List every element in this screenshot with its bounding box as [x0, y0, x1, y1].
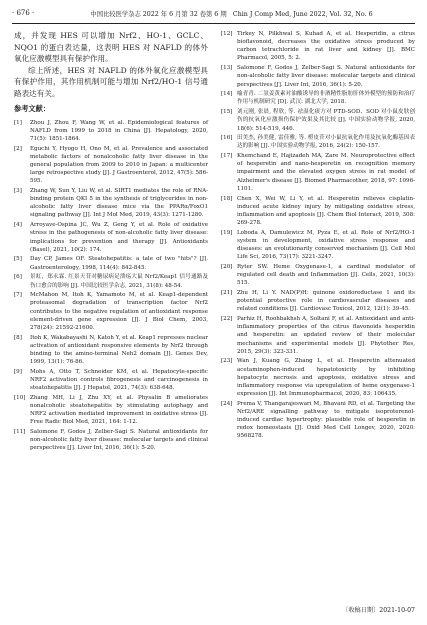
body-paragraph: 综上所述，HES 对 NAFLD 的体外氧化应激模型具有保护作用，其作用机制可能与增加 Nrf2/HO-1 信号通路表达有关。 [14, 65, 208, 98]
reference-number: [24] [221, 400, 233, 407]
reference-item [221, 263, 415, 287]
reference-text: 景虹，郑永霖. 红景天苷对糖尿病足溃疡大鼠 Nrf2/Keap1 信号通路及伤口愈合的影响 [J]. 中国比较医学杂志, 2021, 31(8): 48-54. [30, 274, 208, 289]
received-date: 〔收稿日期〕2021-10-07 [342, 607, 415, 614]
reference-number: [10] [14, 394, 26, 401]
reference-item [14, 291, 208, 332]
reference-item [221, 134, 415, 150]
reference-text: Ryter SW. Heme Oxygenase-1, a cardinal modulator of regulated cell death and Inflammation [J]. Cells, 2021, 10(3): 515. [237, 263, 415, 287]
reference-item [14, 368, 208, 392]
reference-item [221, 108, 415, 132]
reference-number: [12] [221, 31, 233, 37]
reference-number: [11] [14, 429, 26, 436]
reference-item [221, 229, 415, 262]
reference-number: [17] [221, 153, 233, 160]
reference-item [14, 119, 208, 143]
reference-item [14, 334, 208, 367]
reference-list-right [221, 30, 415, 441]
reference-item [221, 289, 415, 313]
reference-item [221, 64, 415, 88]
page-number: · 676 · [12, 9, 35, 17]
journal-info: 中国比较医学杂志 2022 年 6 月第 32 卷第 6 期 Chin J Comp Med, June 2022, Vol. 32, No. 6 [90, 11, 373, 18]
reference-text: Day CP, James OF. Steatohepatitis: a tale of two "hits"? [J]. Gastroenterology, 1998, 114(4): 842-845. [30, 256, 208, 271]
reference-text: Zhou J, Zhou F, Wang W, et al. Epidemiological features of NAFLD from 1999 to 2018 in China [J]. Hepatology, 2020, 71(5): 1851-1864. [30, 119, 208, 142]
reference-text: Eguchi Y, Hyogo H, Ono M, et al. Prevalence and associated metabolic factors of nonalcoholic fatty liver disease in the general population from 2009 to 2010 in Japan: a multicenter large retrospective study [J]. J Gastroenterol, 2012, 47(5): 586-595. [30, 145, 208, 185]
reference-text: Mohs A, Otto T, Schneider KM, et al. Hepatocyte-specific NRF2 activation controls fibrogenesis and carcinogenesis in steatohepatitis [J]. J Hepatol, 2021, 74(3): 638-648. [30, 368, 208, 392]
reference-item [14, 428, 208, 452]
reference-item [221, 152, 415, 193]
reference-text: Salomone F, Godos J, Zelber-Sagi S. Natural antioxidants for non-alcoholic fatty liver disease: molecular targets and clinical perspectives [J]. Liver Int, 2016, 36(1): 5-20. [30, 429, 208, 452]
reference-text: Salomone F, Godos J, Zelber-Sagi S. Natural antioxidants for non-alcoholic fatty liver disease: molecular targets and clinical perspectives [J]. Liver Int, 2016, 36(1): 5-20. [237, 65, 415, 88]
reference-text: Arroyave-Ospina JC, Wu Z, Geng Y, et al. Role of oxidative stress in the pathogenesis of non-alcoholic fatty liver disease: implications for prevention and therapy [J]. Antioxidants (Basel), 2021, 10(2): 174. [30, 222, 208, 253]
reference-number: [14] [221, 91, 233, 98]
running-header [12, 7, 415, 24]
left-column [14, 30, 208, 454]
references-heading: 参考文献： [14, 103, 50, 113]
reference-item [221, 357, 415, 398]
reference-item [221, 195, 415, 228]
reference-number: [18] [221, 195, 233, 202]
reference-text: Parhiz H, Roohbakhsh A, Soltani F, et al. Antioxidant and anti-inflammatory properties of the citrus flavonoids hesperidin and hesperetin: an updated review of their molecular mechanisms and experimental models [J]. Phytother Res, 2015, 29(3): 323-331. [237, 316, 415, 355]
reference-text: Tirkey N, Pilkhwal S, Kuhad A, et al. Hesperidin, a citrus bioflavonoid, decreases the oxidative stress produced by carbon tetrachloride in rat liver and kidney [J]. BMC Pharmacol, 2005, 5: 2. [237, 31, 415, 62]
reference-number: [19] [221, 229, 233, 236]
reference-number: [16] [221, 135, 233, 142]
reference-item [221, 315, 415, 356]
reference-text: Zhang MH, Li J, Zhu XY, et al. Physalin B ameliorates nonalcoholic steatohepatitis by stimulating autophagy and NRF2 activation mediated improvement in oxidative stress [J]. Free Radic Biol Med, 2021, 164: 1-12. [30, 394, 208, 426]
reference-text: McMahon M, Itoh K, Yamamoto M, et al. Keap1-dependent proteasomal degradation of transcription factor Nrf2 contributes to the negative regulation of antioxidant response element-driven gene expression [J]. J Biol Chem, 2003, 278(24): 21592-21600. [30, 292, 208, 331]
reference-number: [4] [14, 222, 22, 229]
reference-text: 喻青青. 二氢姜黄素对油酸诱导的非酒精性脂肪肝体外模型的预防和治疗作用与机制研究 [D]. 武汉: 湖北大学, 2018. [237, 91, 415, 106]
reference-number: [13] [221, 65, 233, 72]
right-column [221, 30, 415, 442]
reference-item [14, 394, 208, 427]
reference-text: Khemchand E, Hajizadeh MA, Zare M. Neuroprotective effect of hesperetin and nano-hesperetin on recognition memory impairment and the elevated oxygen stress in rat model of Alzheimer's disease [J]. Biomed Pharmacother, 2018, 97: 1096-1101. [237, 153, 415, 192]
reference-item [221, 30, 415, 63]
reference-text: Zhang W, Sun Y, Liu W, et al. SIRT1 mediates the role of RNA-binding protein QKI 5 in the synthesis of triglycerides in non-alcoholic fatty liver disease mice via the PPARα/FoxO1 signaling pathway [J]. Int J Mol Med, 2019, 43(3): 1271-1280. [30, 188, 208, 219]
reference-number: [8] [14, 334, 22, 341]
reference-number: [15] [221, 109, 233, 116]
reference-number: [9] [14, 368, 22, 375]
reference-item [221, 90, 415, 106]
reference-number: [2] [14, 145, 22, 152]
reference-list-left [14, 119, 208, 453]
reference-text: Loboda A, Damulewicz M, Pyza E, et al. Role of Nrf2/HO-1 system in development, oxidative stress response and diseases: an evolutionarily conserved mechanism [J]. Cell Mol Life Sci, 2016, 73(17): 3221-3247. [237, 229, 415, 261]
reference-number: [3] [14, 188, 22, 194]
reference-text: 田美杰, 孙美健, 雷佳雅, 等. 橙皮苷对小鼠抗氧化作用及抗氧化酶基因表达的影响 [J]. 中国实验动物学报, 2016, 24(2): 150-157. [237, 135, 415, 150]
two-column-body [14, 30, 415, 625]
reference-text: Prema V, Thangarajeswari M, Bhavani RD, et al. Targeting the Nrf2/ARE signalling pathway to mitigate isoproterenol-induced cardiac hypertrophy: plausible role of hesperetin in redox homeostasis [J]. Oxid Med Cell Longev, 2020, 2020: 9568278. [237, 400, 415, 440]
reference-text: Zhu H, Li Y. NAD(P)H: quinone oxidoreductase 1 and its potential protective role in cardiovascular diseases and related conditions [J]. Cardiovasc Toxicol, 2012, 12(1): 39-45. [237, 290, 415, 313]
reference-item [14, 273, 208, 289]
reference-item [221, 400, 415, 441]
reference-number: [7] [14, 292, 22, 299]
reference-item [14, 255, 208, 271]
reference-text: 刘元刚, 张晨, 程欣, 等. 祛湿化痰方对 PTD-SOD、SOD 对小鼠皮肤创伤的抗氧化应激损伤保护效果及其比较 [J]. 中国实验动物学报, 2020, 18(6): 514-519, 446. [237, 109, 415, 132]
reference-number: [20] [221, 263, 233, 270]
reference-item [14, 221, 208, 254]
reference-text: Wan J, Kuang G, Zhang L, et al. Hesperetin attenuated acetaminophen-induced hepatotoxicity by inhibiting hepatocyte necrosis and apoptosis, oxidative stress and inflammatory response via upregulation of heme oxygenase-1 expression [J]. Int Immunopharmacol, 2020, 83: 106435. [237, 358, 415, 398]
reference-number: [5] [14, 256, 22, 263]
reference-item [14, 187, 208, 220]
reference-number: [1] [14, 119, 22, 126]
reference-number: [21] [221, 290, 233, 297]
reference-number: [6] [14, 274, 22, 281]
reference-number: [23] [221, 358, 233, 365]
reference-text: Chen X, Wei W, Li Y, et al. Hesperetin relieves cisplatin-induced acute kidney injury by mitigating oxidative stress, inflammation and apoptosis [J]. Chem Biol Interact, 2019, 308: 269-278. [237, 195, 415, 226]
reference-number: [22] [221, 316, 233, 323]
body-paragraph: 成，并发现 HES 可以增加 Nrf2、HO-1、GCLC、NQO1 的蛋白表达量，这表明 HES 对 NAFLD 的体外氧化应激模型具有保护作用。 [14, 31, 208, 64]
reference-item [14, 145, 208, 186]
reference-text: Itoh K, Wakabayashi N, Katoh Y, et al. Keap1 represses nuclear activation of antioxidant responsive elements by Nrf2 through binding to the amino-terminal Neh2 domain [J]. Genes Dev, 1999, 13(1): 76-86. [30, 334, 208, 366]
